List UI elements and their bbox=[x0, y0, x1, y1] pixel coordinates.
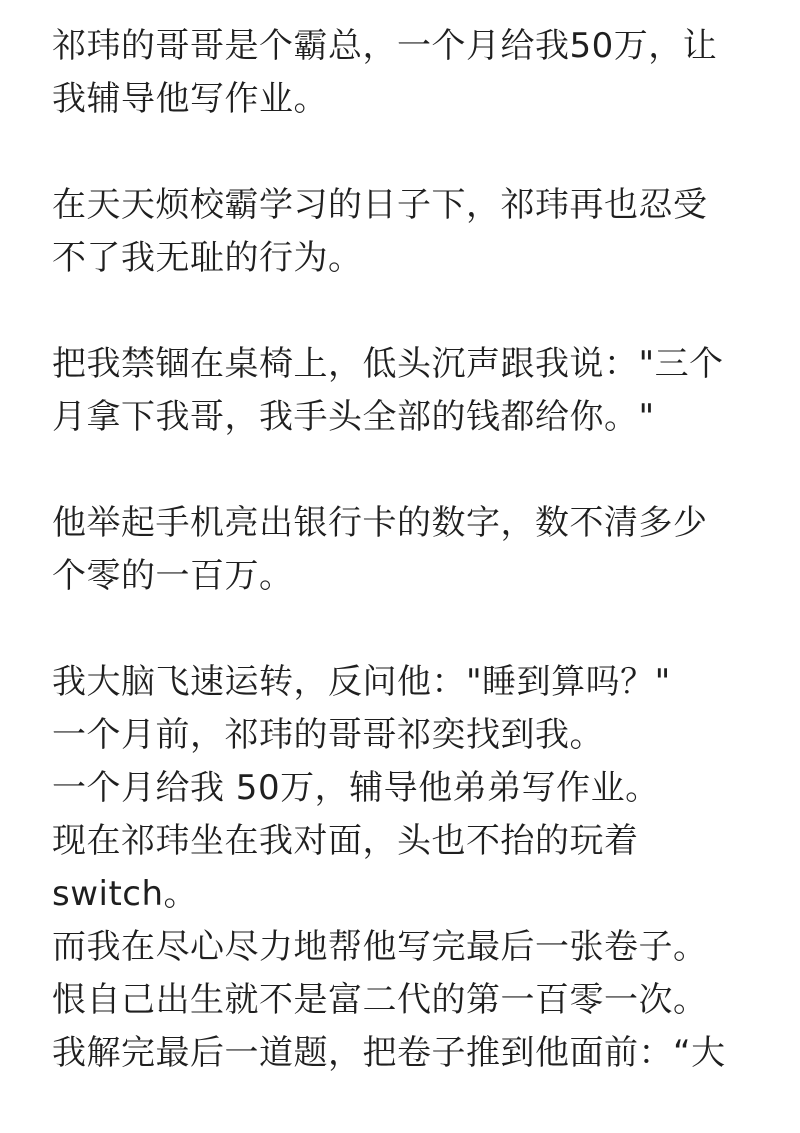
text-line: 把我禁锢在桌椅上，低头沉声跟我说："三个 bbox=[52, 344, 724, 384]
paragraph bbox=[52, 338, 772, 444]
paragraph bbox=[52, 20, 772, 126]
text-line: 一个月给我 50万，辅导他弟弟写作业。 bbox=[52, 768, 660, 808]
text-line: 他举起手机亮出银行卡的数字，数不清多少 bbox=[52, 503, 708, 543]
text-line: 个零的一百万。 bbox=[52, 556, 294, 596]
text-line: 现在祁玮坐在我对面，头也不抬的玩着 bbox=[52, 821, 639, 861]
article-body bbox=[52, 20, 772, 1133]
text-line: 我大脑飞速运转，反问他："睡到算吗？" bbox=[52, 662, 671, 702]
text-line: 而我在尽心尽力地帮他写完最后一张卷子。 bbox=[52, 927, 708, 967]
text-line: 不了我无耻的行为。 bbox=[52, 238, 363, 278]
text-line: 月拿下我哥，我手头全部的钱都给你。" bbox=[52, 397, 655, 437]
text-line: 恨自己出生就不是富二代的第一百零一次。 bbox=[52, 980, 708, 1020]
text-line: 我辅导他写作业。 bbox=[52, 79, 328, 119]
text-line: 祁玮的哥哥是个霸总，一个月给我50万，让 bbox=[52, 26, 718, 66]
paragraph bbox=[52, 497, 772, 603]
text-line: switch。 bbox=[52, 874, 199, 914]
paragraph bbox=[52, 656, 772, 1080]
text-line: 一个月前，祁玮的哥哥祁奕找到我。 bbox=[52, 715, 604, 755]
text-line: 我解完最后一道题，把卷子推到他面前：“大 bbox=[52, 1033, 726, 1073]
paragraph bbox=[52, 179, 772, 285]
text-line: 在天天烦校霸学习的日子下，祁玮再也忍受 bbox=[52, 185, 708, 225]
